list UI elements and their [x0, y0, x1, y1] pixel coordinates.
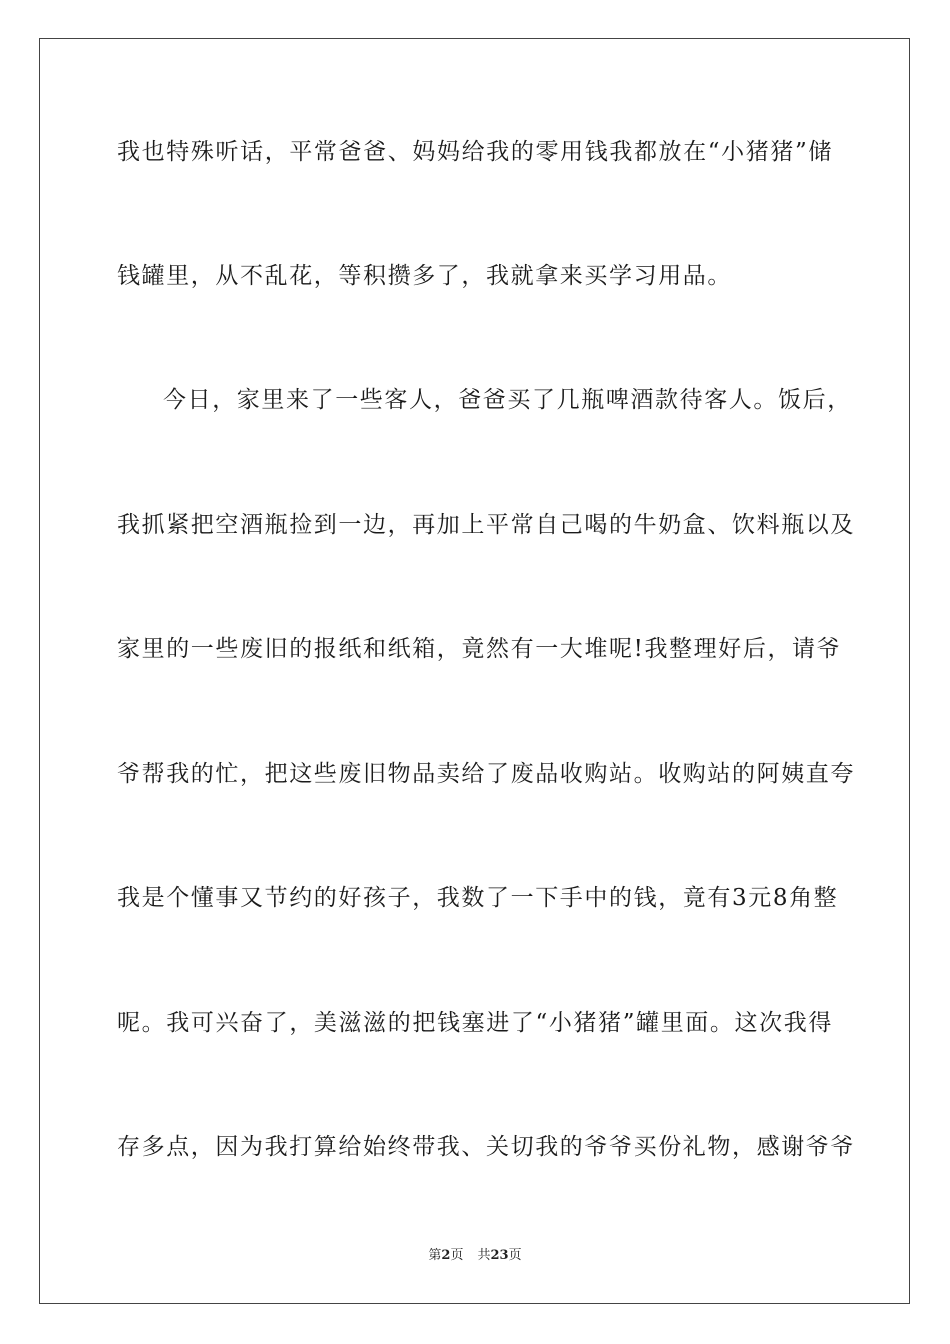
total-pages: 23: [490, 1248, 509, 1263]
total-prefix: 共: [477, 1248, 491, 1263]
text-line-7: 我是个懂事又节约的好孩子，我数了一下手中的钱，竟有3元8角整: [117, 885, 839, 911]
text-line-1: 我也特殊听话，平常爸爸、妈妈给我的零用钱我都放在“小猪猪”储: [117, 139, 833, 165]
page-number: 2: [441, 1248, 451, 1263]
text-line-5: 家里的一些废旧的报纸和纸箱，竟然有一大堆呢!我整理好后，请爷: [117, 636, 842, 662]
text-line-3: 今日，家里来了一些客人，爸爸买了几瓶啤酒款待客人。饭后，: [163, 387, 852, 413]
page-suffix: 页: [450, 1248, 464, 1263]
text-line-8: 呢。我可兴奋了，美滋滋的把钱塞进了“小猪猪”罐里面。这次我得: [117, 1010, 833, 1036]
page-footer: [0, 1247, 950, 1265]
text-line-6: 爷帮我的忙，把这些废旧物品卖给了废品收购站。收购站的阿姨直夸: [117, 761, 855, 787]
text-line-9: 存多点，因为我打算给始终带我、关切我的爷爷买份礼物，感谢爷爷: [117, 1134, 855, 1160]
page-border: [39, 38, 910, 1304]
text-line-2: 钱罐里，从不乱花，等积攒多了，我就拿来买学习用品。: [117, 263, 732, 289]
text-line-4: 我抓紧把空酒瓶捡到一边，再加上平常自己喝的牛奶盒、饮料瓶以及: [117, 512, 855, 538]
total-suffix: 页: [508, 1248, 522, 1263]
page-prefix: 第: [428, 1248, 442, 1263]
